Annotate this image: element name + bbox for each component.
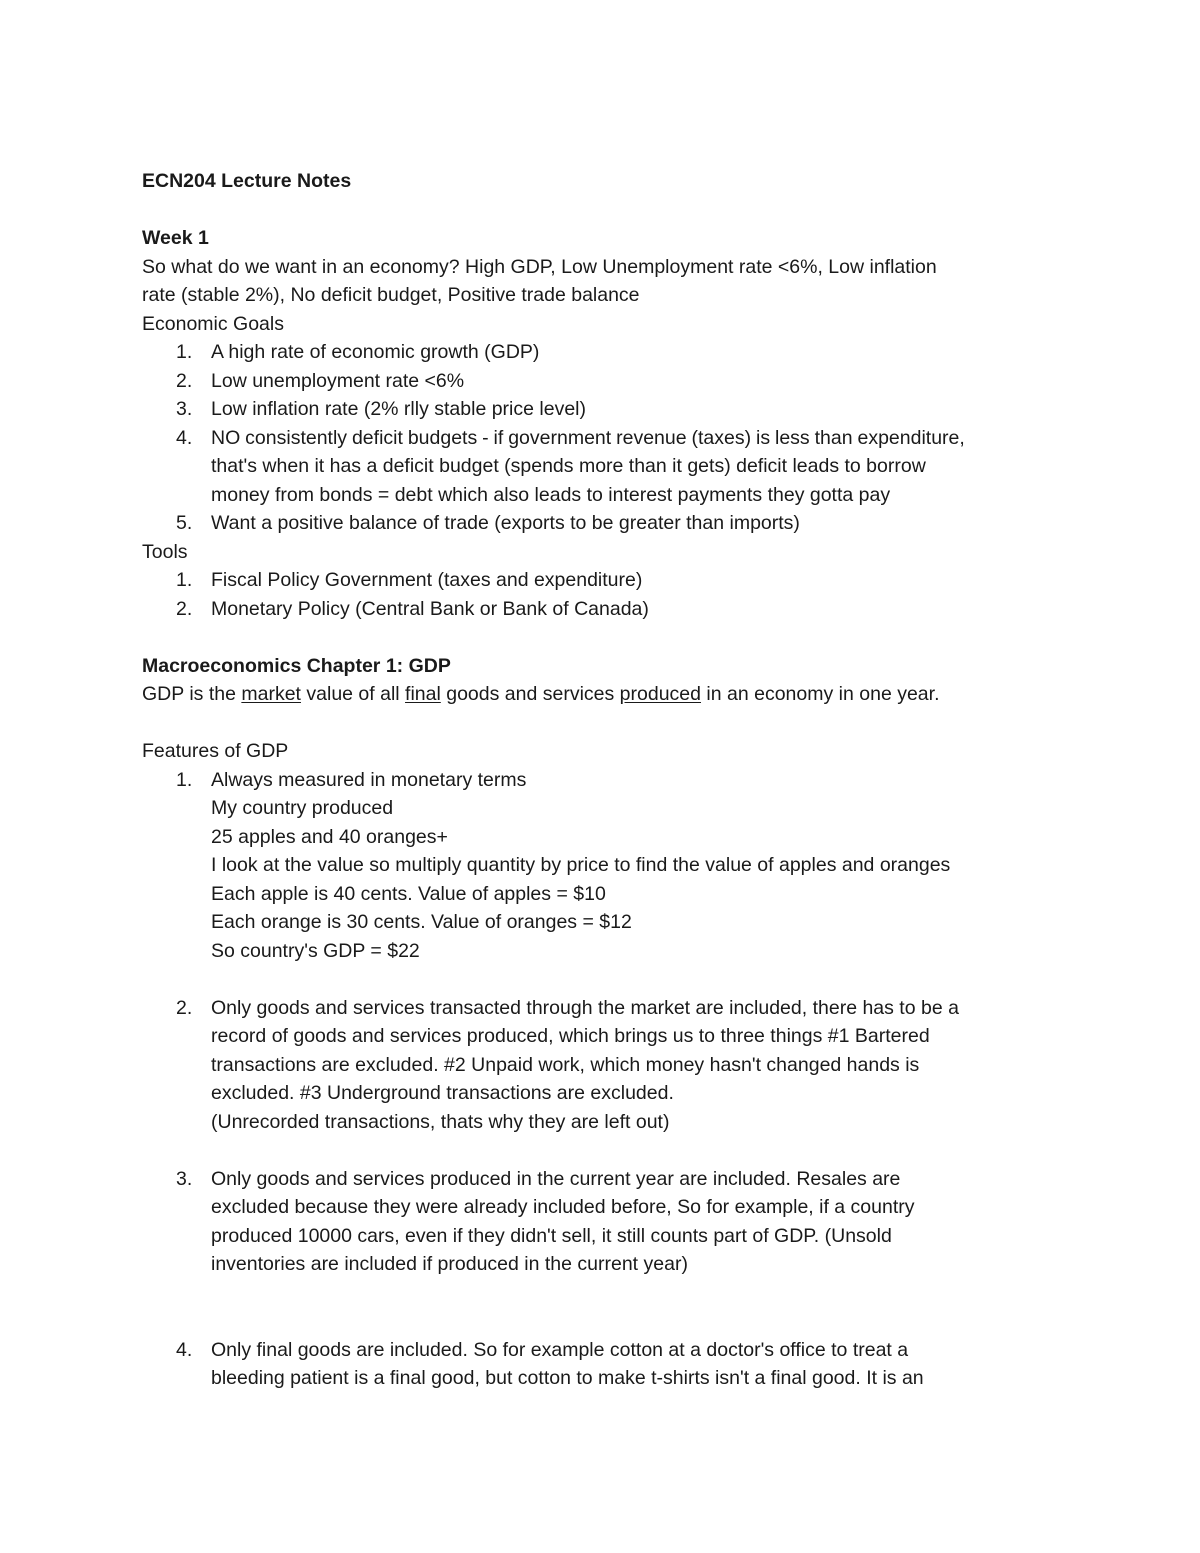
definition-text: GDP is the bbox=[142, 683, 242, 705]
list-number: 1. bbox=[176, 341, 193, 363]
list-text-line: money from bonds = debt which also leads to interest payments they gotta pay bbox=[211, 483, 891, 506]
spacer bbox=[142, 196, 1102, 225]
list-text-line: I look at the value so multiply quantity by price to find the value of apples and oranges bbox=[211, 854, 951, 876]
list-text: Want a positive balance of trade (exports to be greater than imports) bbox=[211, 512, 800, 534]
list-item bbox=[142, 595, 1102, 624]
list-text-line: So country's GDP = $22 bbox=[211, 939, 420, 962]
list-item bbox=[142, 367, 1102, 396]
definition-underlined-final: final bbox=[405, 683, 441, 705]
list-text-line: excluded. #3 Underground transactions are excluded. bbox=[211, 1082, 674, 1104]
list-text-line: inventories are included if produced in the current year) bbox=[211, 1253, 688, 1275]
intro-line: rate (stable 2%), No deficit budget, Positive trade balance bbox=[142, 284, 640, 306]
list-text-line: Only goods and services transacted through the market are included, there has to be a bbox=[211, 996, 959, 1019]
definition-text: in an economy in one year. bbox=[701, 683, 940, 705]
list-text: Low inflation rate (2% rlly stable price level) bbox=[211, 398, 586, 420]
definition-underlined-produced: produced bbox=[619, 683, 701, 705]
list-text-line: Only goods and services produced in the current year are included. Resales are bbox=[211, 1167, 901, 1190]
list-number: 3. bbox=[176, 1167, 193, 1190]
list-number: 2. bbox=[176, 597, 193, 620]
definition-underlined-market: market bbox=[241, 683, 301, 705]
list-text-line: Only final goods are included. So for example cotton at a doctor's office to treat a bbox=[211, 1338, 909, 1361]
list-number: 2. bbox=[176, 996, 193, 1019]
list-text-line: My country produced bbox=[211, 797, 394, 819]
list-text bbox=[211, 994, 1102, 1137]
spacer bbox=[142, 1136, 1102, 1165]
list-item bbox=[142, 766, 1102, 966]
chapter-1-heading: Macroeconomics Chapter 1: GDP bbox=[142, 654, 451, 677]
definition-text: value of all bbox=[300, 683, 406, 705]
list-text-line: Each orange is 30 cents. Value of oranges = $12 bbox=[211, 911, 632, 933]
spacer bbox=[142, 709, 1102, 738]
features-list bbox=[142, 1165, 1102, 1279]
week-1-heading: Week 1 bbox=[142, 227, 209, 249]
list-number: 1. bbox=[176, 569, 193, 591]
list-text-line: bleeding patient is a final good, but cotton to make t-shirts isn't a final good. It is an bbox=[211, 1367, 924, 1389]
list-text-line: produced 10000 cars, even if they didn't sell, it still counts part of GDP. (Unsold bbox=[211, 1224, 892, 1247]
list-text: Low unemployment rate <6% bbox=[211, 369, 465, 392]
list-item bbox=[142, 338, 1102, 367]
list-number: 3. bbox=[176, 398, 193, 420]
list-text-line: record of goods and services produced, which brings us to three things #1 Bartered bbox=[211, 1025, 930, 1047]
list-number: 4. bbox=[176, 1338, 193, 1361]
spacer bbox=[142, 1307, 1102, 1336]
definition-text: goods and services bbox=[440, 683, 620, 705]
features-label: Features of GDP bbox=[142, 740, 289, 762]
economic-goals-label: Economic Goals bbox=[142, 312, 284, 335]
list-text: Monetary Policy (Central Bank or Bank of Canada) bbox=[211, 597, 649, 620]
list-text bbox=[211, 766, 1102, 966]
list-number: 2. bbox=[176, 369, 193, 392]
economic-goals-list bbox=[142, 338, 1102, 538]
list-item bbox=[142, 395, 1102, 424]
list-text bbox=[211, 1165, 1102, 1279]
list-text bbox=[211, 1336, 1102, 1393]
list-text-line: Each apple is 40 cents. Value of apples = $10 bbox=[211, 882, 606, 905]
tools-list bbox=[142, 566, 1102, 623]
gdp-definition bbox=[142, 680, 1102, 709]
list-number: 4. bbox=[176, 426, 193, 449]
list-text-line: NO consistently deficit budgets - if government revenue (taxes) is less than expenditure, bbox=[211, 426, 965, 449]
list-text: Fiscal Policy Government (taxes and expenditure) bbox=[211, 569, 643, 591]
features-list bbox=[142, 994, 1102, 1137]
list-text-line: 25 apples and 40 oranges+ bbox=[211, 825, 448, 848]
tools-label: Tools bbox=[142, 540, 188, 563]
features-list bbox=[142, 1336, 1102, 1393]
list-number: 1. bbox=[176, 768, 193, 791]
document-page bbox=[142, 167, 1102, 1393]
intro-line: So what do we want in an economy? High GDP, Low Unemployment rate <6%, Low inflation bbox=[142, 255, 937, 278]
spacer bbox=[142, 623, 1102, 652]
list-text: A high rate of economic growth (GDP) bbox=[211, 341, 540, 363]
list-number: 5. bbox=[176, 512, 193, 534]
list-item bbox=[142, 509, 1102, 538]
list-item bbox=[142, 1165, 1102, 1279]
list-text-line: (Unrecorded transactions, thats why they are left out) bbox=[211, 1110, 670, 1133]
list-item bbox=[142, 566, 1102, 595]
list-text-line: Always measured in monetary terms bbox=[211, 768, 527, 791]
spacer bbox=[142, 1279, 1102, 1308]
list-item bbox=[142, 994, 1102, 1137]
list-text-line: transactions are excluded. #2 Unpaid work, which money hasn't changed hands is bbox=[211, 1053, 920, 1076]
document-title: ECN204 Lecture Notes bbox=[142, 170, 352, 192]
spacer bbox=[142, 965, 1102, 994]
list-text-line: excluded because they were already included before, So for example, if a country bbox=[211, 1196, 915, 1218]
list-text bbox=[211, 424, 1102, 510]
list-item bbox=[142, 424, 1102, 510]
list-item bbox=[142, 1336, 1102, 1393]
list-text-line: that's when it has a deficit budget (spends more than it gets) deficit leads to borrow bbox=[211, 455, 926, 477]
features-list bbox=[142, 766, 1102, 966]
